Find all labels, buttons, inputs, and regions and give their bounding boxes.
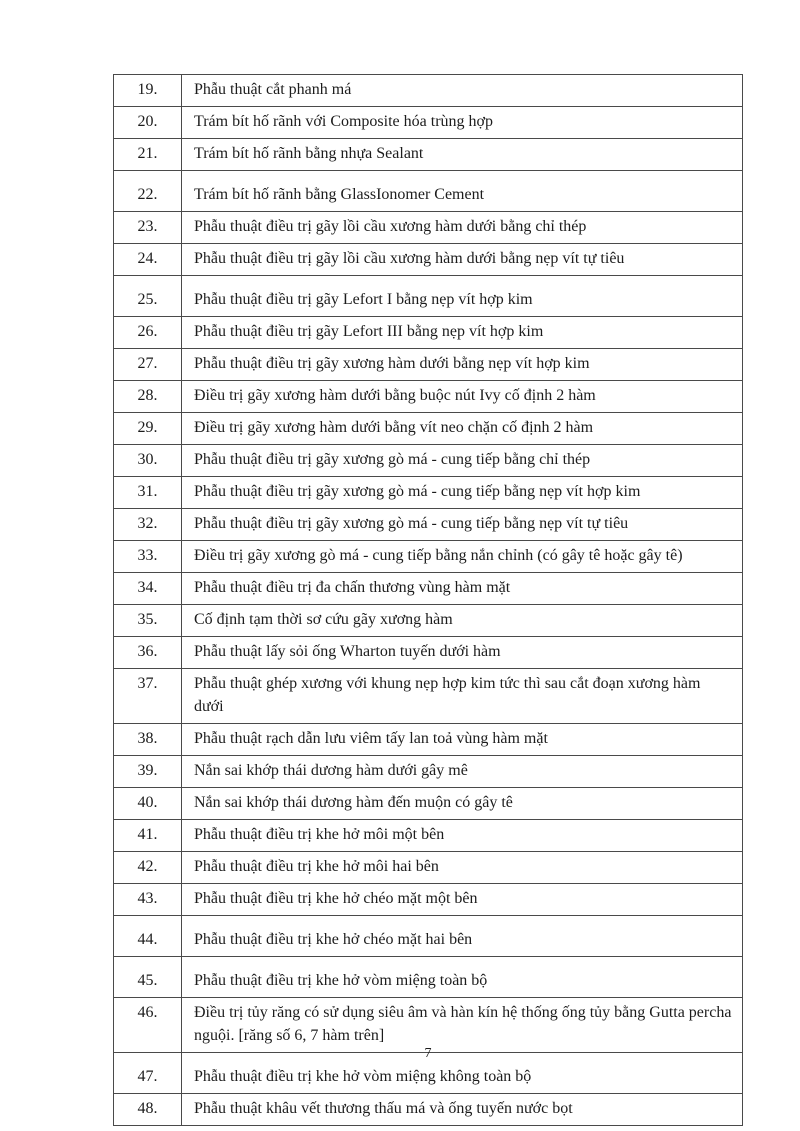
- row-procedure-text: Phẫu thuật điều trị khe hở vòm miệng toàn bộ: [182, 957, 743, 998]
- table-row: [114, 669, 743, 724]
- procedure-table: [113, 74, 743, 1126]
- table-row: [114, 916, 743, 957]
- table-row: [114, 317, 743, 349]
- row-procedure-text: Điều trị tủy răng có sử dụng siêu âm và hàn kín hệ thống ống tủy bằng Gutta percha nguội. [răng số 6, 7 hàm trên]: [182, 998, 743, 1053]
- row-number: 47.: [114, 1053, 182, 1094]
- table-row: [114, 1094, 743, 1126]
- row-procedure-text: Phẫu thuật điều trị đa chấn thương vùng hàm mặt: [182, 573, 743, 605]
- table-row: [114, 998, 743, 1053]
- table-row: [114, 509, 743, 541]
- row-procedure-text: Phẫu thuật điều trị gãy xương gò má - cung tiếp bằng nẹp vít hợp kim: [182, 477, 743, 509]
- table-row: [114, 852, 743, 884]
- table-row: [114, 637, 743, 669]
- table-row: [114, 107, 743, 139]
- row-number: 43.: [114, 884, 182, 916]
- row-number: 39.: [114, 756, 182, 788]
- table-row: [114, 75, 743, 107]
- table-row: [114, 171, 743, 212]
- row-procedure-text: Phẫu thuật điều trị khe hở chéo mặt một bên: [182, 884, 743, 916]
- table-row: [114, 605, 743, 637]
- row-number: 31.: [114, 477, 182, 509]
- row-procedure-text: Cố định tạm thời sơ cứu gãy xương hàm: [182, 605, 743, 637]
- table-row: [114, 541, 743, 573]
- row-number: 22.: [114, 171, 182, 212]
- table-row: [114, 276, 743, 317]
- row-procedure-text: Phẫu thuật lấy sỏi ống Wharton tuyến dưới hàm: [182, 637, 743, 669]
- row-procedure-text: Trám bít hố rãnh bằng nhựa Sealant: [182, 139, 743, 171]
- table-row: [114, 349, 743, 381]
- row-number: 40.: [114, 788, 182, 820]
- row-number: 19.: [114, 75, 182, 107]
- row-number: 42.: [114, 852, 182, 884]
- page-number: 7: [424, 1046, 432, 1061]
- table-row: [114, 573, 743, 605]
- row-procedure-text: Phẫu thuật điều trị gãy Lefort I bằng nẹp vít hợp kim: [182, 276, 743, 317]
- row-procedure-text: Phẫu thuật điều trị gãy lồi cầu xương hàm dưới bằng nẹp vít tự tiêu: [182, 244, 743, 276]
- row-procedure-text: Phẫu thuật điều trị gãy Lefort III bằng nẹp vít hợp kim: [182, 317, 743, 349]
- row-number: 48.: [114, 1094, 182, 1126]
- table-row: [114, 788, 743, 820]
- row-procedure-text: Điều trị gãy xương hàm dưới bằng buộc nút Ivy cố định 2 hàm: [182, 381, 743, 413]
- row-procedure-text: Trám bít hố rãnh với Composite hóa trùng hợp: [182, 107, 743, 139]
- table-row: [114, 884, 743, 916]
- row-number: 32.: [114, 509, 182, 541]
- table-row: [114, 820, 743, 852]
- row-number: 46.: [114, 998, 182, 1053]
- table-row: [114, 413, 743, 445]
- row-number: 29.: [114, 413, 182, 445]
- row-procedure-text: Phẫu thuật điều trị khe hở môi hai bên: [182, 852, 743, 884]
- table-row: [114, 445, 743, 477]
- row-procedure-text: Phẫu thuật điều trị khe hở vòm miệng không toàn bộ: [182, 1053, 743, 1094]
- row-procedure-text: Phẫu thuật điều trị gãy xương gò má - cung tiếp bằng chỉ thép: [182, 445, 743, 477]
- table-row: [114, 244, 743, 276]
- row-procedure-text: Phẫu thuật điều trị khe hở môi một bên: [182, 820, 743, 852]
- table-row: [114, 381, 743, 413]
- row-procedure-text: Trám bít hố rãnh bằng GlassIonomer Cement: [182, 171, 743, 212]
- row-procedure-text: Phẫu thuật ghép xương với khung nẹp hợp kim tức thì sau cắt đoạn xương hàm dưới: [182, 669, 743, 724]
- row-procedure-text: Phẫu thuật khâu vết thương thấu má và ống tuyến nước bọt: [182, 1094, 743, 1126]
- table-row: [114, 139, 743, 171]
- row-number: 35.: [114, 605, 182, 637]
- row-number: 20.: [114, 107, 182, 139]
- row-procedure-text: Phẫu thuật cắt phanh má: [182, 75, 743, 107]
- row-number: 21.: [114, 139, 182, 171]
- row-number: 34.: [114, 573, 182, 605]
- row-number: 45.: [114, 957, 182, 998]
- row-procedure-text: Nắn sai khớp thái dương hàm dưới gây mê: [182, 756, 743, 788]
- table-row: [114, 477, 743, 509]
- row-procedure-text: Phẫu thuật điều trị khe hở chéo mặt hai bên: [182, 916, 743, 957]
- row-number: 30.: [114, 445, 182, 477]
- row-number: 33.: [114, 541, 182, 573]
- row-number: 41.: [114, 820, 182, 852]
- table-row: [114, 212, 743, 244]
- row-procedure-text: Phẫu thuật rạch dẫn lưu viêm tấy lan toả vùng hàm mặt: [182, 724, 743, 756]
- row-procedure-text: Phẫu thuật điều trị gãy lồi cầu xương hàm dưới bằng chỉ thép: [182, 212, 743, 244]
- row-number: 38.: [114, 724, 182, 756]
- row-number: 44.: [114, 916, 182, 957]
- procedure-table-body: [114, 75, 743, 1126]
- row-number: 37.: [114, 669, 182, 724]
- row-number: 23.: [114, 212, 182, 244]
- table-row: [114, 957, 743, 998]
- row-number: 25.: [114, 276, 182, 317]
- row-procedure-text: Điều trị gãy xương hàm dưới bằng vít neo chặn cố định 2 hàm: [182, 413, 743, 445]
- row-procedure-text: Điều trị gãy xương gò má - cung tiếp bằng nắn chỉnh (có gây tê hoặc gây tê): [182, 541, 743, 573]
- row-number: 24.: [114, 244, 182, 276]
- row-number: 28.: [114, 381, 182, 413]
- row-number: 27.: [114, 349, 182, 381]
- row-number: 26.: [114, 317, 182, 349]
- row-procedure-text: Nắn sai khớp thái dương hàm đến muộn có gây tê: [182, 788, 743, 820]
- table-row: [114, 724, 743, 756]
- table-row: [114, 756, 743, 788]
- row-procedure-text: Phẫu thuật điều trị gãy xương gò má - cung tiếp bằng nẹp vít tự tiêu: [182, 509, 743, 541]
- row-procedure-text: Phẫu thuật điều trị gãy xương hàm dưới bằng nẹp vít hợp kim: [182, 349, 743, 381]
- row-number: 36.: [114, 637, 182, 669]
